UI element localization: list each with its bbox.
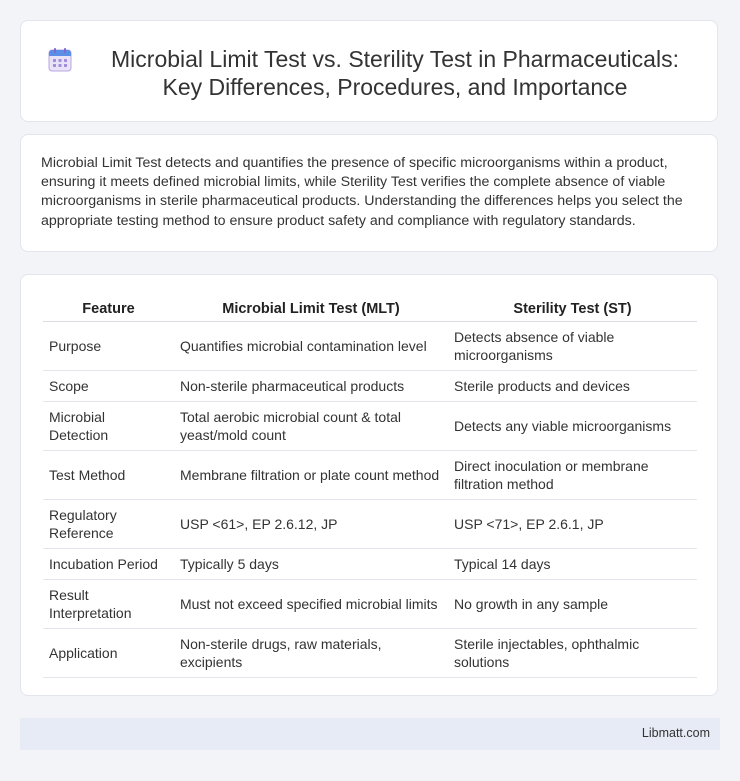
feature-cell: Scope [43,371,174,402]
st-cell: Direct inoculation or membrane filtration method [448,451,697,500]
footer [20,718,720,750]
mlt-cell: Typically 5 days [174,549,448,580]
table-row [43,580,697,629]
mlt-cell: Must not exceed specified microbial limits [174,580,448,629]
table-header-row [43,295,697,322]
st-cell: Sterile products and devices [448,371,697,402]
feature-cell: Microbial Detection [43,402,174,451]
st-cell: USP <71>, EP 2.6.1, JP [448,500,697,549]
table-row [43,402,697,451]
mlt-cell: Non-sterile pharmaceutical products [174,371,448,402]
page-title: Microbial Limit Test vs. Sterility Test in Pharmaceuticals: Key Differences, Procedures, and Importance [111,46,679,100]
table-row [43,549,697,580]
st-cell: Detects any viable microorganisms [448,402,697,451]
header-st: Sterility Test (ST) [448,295,697,322]
comparison-card [20,274,718,696]
header-mlt: Microbial Limit Test (MLT) [174,295,448,322]
feature-cell: Regulatory Reference [43,500,174,549]
footer-brand-link[interactable]: Libmatt.com [641,726,710,740]
table-row [43,629,697,678]
st-cell: No growth in any sample [448,580,697,629]
st-cell: Typical 14 days [448,549,697,580]
table-row [43,322,697,371]
feature-cell: Test Method [43,451,174,500]
feature-cell: Application [43,629,174,678]
mlt-cell: USP <61>, EP 2.6.12, JP [174,500,448,549]
st-cell: Sterile injectables, ophthalmic solutions [448,629,697,678]
intro-text: Microbial Limit Test detects and quantifies the presence of specific microorganisms within a product, ensuring it meets defined microbial limits, while Sterility Test verifies the complete absence of viable microorganisms in sterile pharmaceutical products. Understanding the differences helps you select the appropriate testing method to ensure product safety and compliance with regulatory standards. [41,155,683,229]
comparison-table [43,295,697,678]
feature-cell: Incubation Period [43,549,174,580]
feature-cell: Result Interpretation [43,580,174,629]
table-row [43,500,697,549]
mlt-cell: Total aerobic microbial count & total yeast/mold count [174,402,448,451]
mlt-cell: Non-sterile drugs, raw materials, excipients [174,629,448,678]
table-row [43,451,697,500]
header-feature: Feature [43,295,174,322]
st-cell: Detects absence of viable microorganisms [448,322,697,371]
title-card [20,20,718,122]
calendar-icon [47,47,73,73]
feature-cell: Purpose [43,322,174,371]
mlt-cell: Membrane filtration or plate count method [174,451,448,500]
mlt-cell: Quantifies microbial contamination level [174,322,448,371]
intro-card [20,134,718,252]
table-row [43,371,697,402]
